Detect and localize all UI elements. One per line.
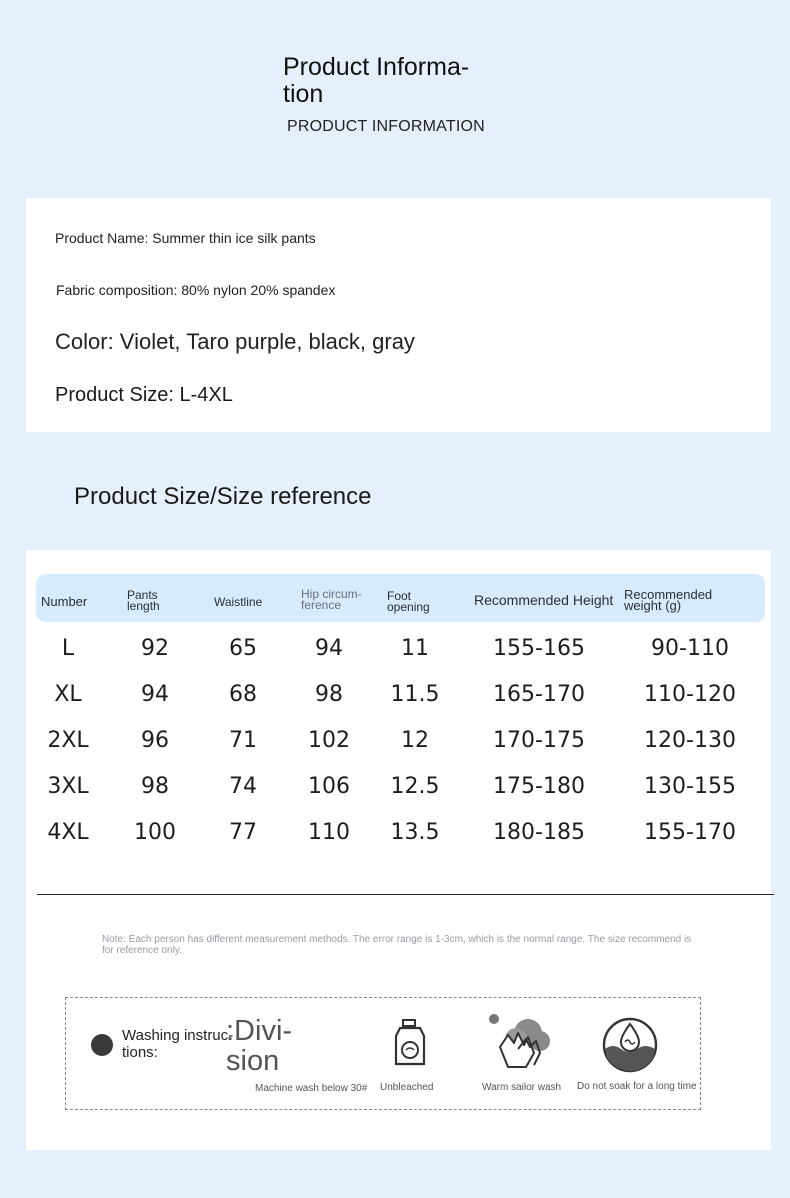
table-cell-hip: 94 [315,636,343,661]
table-cell-waist: 68 [229,682,257,707]
table-cell-waist: 77 [229,820,257,845]
bullet-icon [91,1034,113,1056]
header-waistline: Waistline [214,595,263,609]
divider [37,894,774,895]
table-cell-weight: 90-110 [651,636,729,661]
header-height: Recommended Height [474,592,614,608]
table-cell-length: 92 [141,636,169,661]
table-cell-size: 4XL [47,820,89,845]
measurement-note: Note: Each person has different measurement methods. The error range is 1-3cm, which is the normal range. The size recommend is for reference only. [102,934,692,956]
detergent-bottle-icon [392,1018,428,1068]
table-cell-height: 165-170 [493,682,585,707]
table-cell-size: L [61,636,75,661]
table-cell-size: 2XL [47,728,89,753]
table-cell-hip: 106 [308,774,350,799]
header-hip: Hip circum-ference [301,587,362,612]
table-cell-foot: 11 [401,636,429,661]
table-cell-hip: 110 [308,820,350,845]
no-soak-icon [601,1016,659,1074]
table-cell-height: 170-175 [493,728,585,753]
table-cell-size: 3XL [47,774,89,799]
caption-unbleached: Unbleached [380,1082,434,1093]
product-color: Color: Violet, Taro purple, black, gray [55,329,415,354]
size-table-header [36,574,765,622]
table-cell-waist: 65 [229,636,257,661]
table-cell-length: 98 [141,774,169,799]
header-weight: Recommended weight (g) [624,587,713,613]
table-cell-foot: 12 [401,728,429,753]
table-cell-foot: 11.5 [390,682,440,707]
table-cell-height: 175-180 [493,774,585,799]
table-cell-weight: 130-155 [644,774,736,799]
table-cell-weight: 120-130 [644,728,736,753]
page-subtitle: PRODUCT INFORMATION [287,118,485,135]
washing-division: :Divi-sion [226,1015,293,1077]
table-cell-hip: 98 [315,682,343,707]
caption-no-soak: Do not soak for a long time [577,1081,697,1092]
caption-warm-wash: Warm sailor wash [482,1082,562,1093]
table-cell-length: 100 [134,820,176,845]
table-cell-weight: 110-120 [644,682,736,707]
size-section-title: Product Size/Size reference [74,483,372,510]
table-cell-weight: 155-170 [644,820,736,845]
fabric-composition: Fabric composition: 80% nylon 20% spandex [56,282,336,298]
table-cell-foot: 12.5 [390,774,440,799]
table-cell-height: 180-185 [493,820,585,845]
table-cell-hip: 102 [308,728,350,753]
header-foot-opening: Foot opening [387,589,430,614]
product-size: Product Size: L-4XL [55,384,233,406]
header-pants-length: Pants length [127,588,160,613]
table-cell-waist: 71 [229,728,257,753]
table-cell-length: 94 [141,682,169,707]
hand-wash-icon [488,1013,554,1071]
page-title: Product Informa-tion [283,53,470,108]
table-cell-waist: 74 [229,774,257,799]
header-number: Number [41,594,88,609]
table-cell-length: 96 [141,728,169,753]
table-cell-size: XL [54,682,82,707]
table-cell-foot: 13.5 [390,820,440,845]
washing-label: Washing instruc-tions: [122,1027,234,1061]
table-cell-height: 155-165 [493,636,585,661]
caption-machine-wash: Machine wash below 30# [255,1083,368,1094]
product-name: Product Name: Summer thin ice silk pants [55,230,316,246]
